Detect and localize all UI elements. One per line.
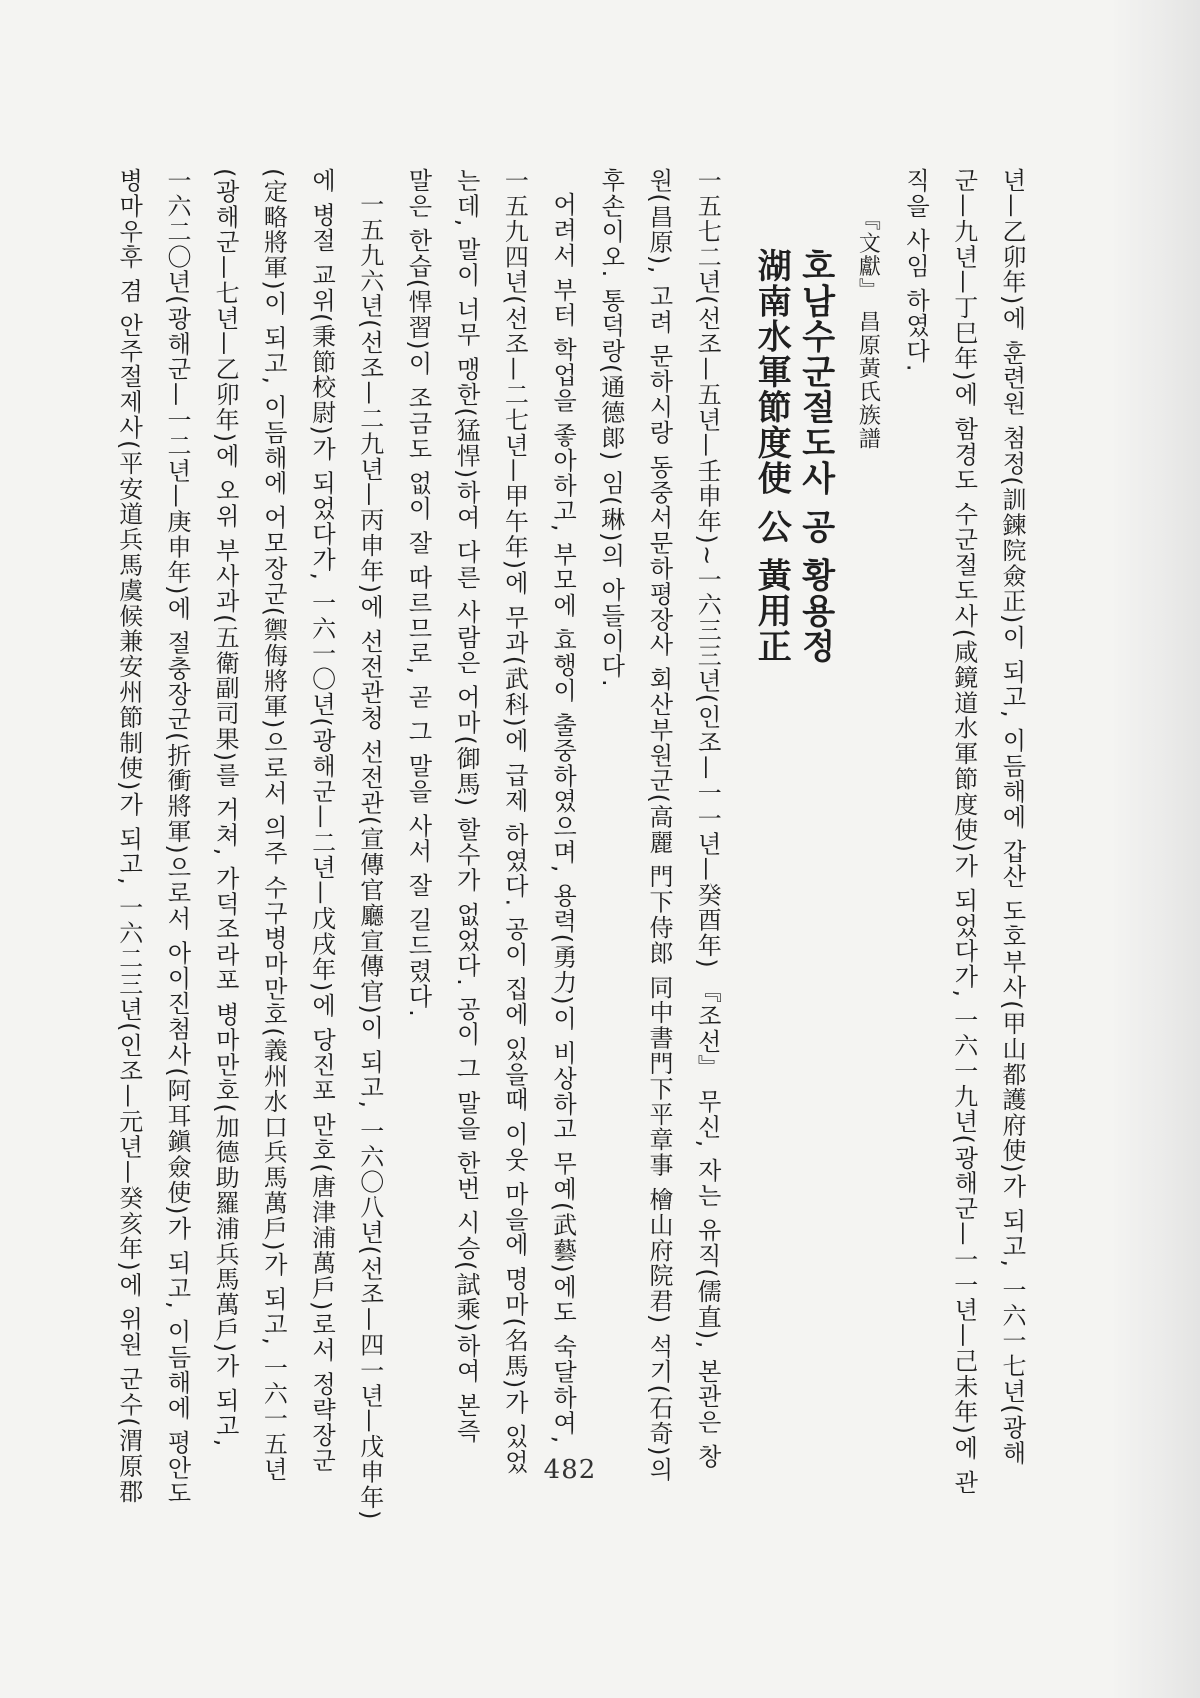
source-citation: 『文獻』 昌原黃氏族譜 <box>855 208 881 451</box>
text-line: 직을 사임 하였다. <box>901 168 930 373</box>
text-line: 一五七二년(선조—五년—壬申年)~一六三三년(인조—一一년—癸酉年) 『조선』 무신, 자는 유직(儒直), 본관은 창 <box>693 168 722 1470</box>
text-line: 는데, 말이 너무 맹한(猛悍)하여 다른 사람은 어마(御馬) 할수가 없었다. 공이 그 말을 한번 시승(試乘)하여 본즉 <box>452 168 481 1444</box>
text-line: 병마우후 겸 안주절제사(平安道兵馬虞候兼安州節制使)가 되고, 一六二三년(인조—元년—癸亥年)에 위원 군수(渭原郡 <box>114 168 143 1505</box>
text-line: 一五九六년(선조—二九년—丙申年)에 선전관청 선전관(宣傳官廳宣傳官)이 되고, 一六〇八년(선조—四一년—戊申年) <box>355 192 384 1521</box>
text-line: 一六二〇년(광해군—一二년—庚申年)에 절충장군(折衝將軍)으로서 아이진첨사(阿耳鎭僉使)가 되고, 이듬해에 평안도 <box>162 168 191 1506</box>
text-line: 년—乙卯年)에 훈련원 첨정(訓鍊院僉正)이 되고, 이듬해에 갑산 도호부사(甲山都護府使)가 되고, 一六一七년(광해 <box>998 168 1026 1466</box>
title-hanja: 湖南水軍節度使 公 黃用正 <box>751 248 792 664</box>
text-line: 어려서 부터 학업을 좋아하고, 부모에 효행이 출중하였으며, 용력(勇力)이 비상하고 무예(武藝)에도 숙달하여, <box>548 192 577 1445</box>
page-number: 482 <box>543 1455 597 1485</box>
text-line: (광해군—七년—乙卯年)에 오위 부사과(五衛副司果)를 거쳐, 가덕조라포 병마만호(加德助羅浦兵馬萬戶)가 되고, <box>211 168 240 1448</box>
text-line: 원(昌原), 고려 문하시랑 동중서문하평장사 회산부원군(高麗 門下侍郎 同中書門下平章事 檜山府院君) 석기(石奇)의 <box>644 168 673 1483</box>
title-korean: 호남수군절도사 공 황용정 <box>795 248 836 664</box>
text-line: 후손이오. 통덕랑(通德郞) 임(琳)의 아들이다. <box>596 168 625 688</box>
text-line: 一五九四년(선조—二七년—甲午年)에 무과(武科)에 급제 하였다. 공이 집에 있을때 이웃 마을에 명마(名馬)가 있었 <box>500 168 529 1475</box>
text-line: 에 병절 교위(秉節校尉)가 되었다가, 一六一〇년(광해군—二년—戊戌年)에 당진포 만호(唐津浦萬戶)로서 정략장군 <box>307 168 336 1474</box>
section-title <box>749 168 837 1400</box>
text-line: 말은 한습(悍習)이 조금도 없이 잘 따르므로, 곧 그 말을 사서 잘 길드렸다. <box>403 168 432 1019</box>
scan-page-edge <box>1110 0 1200 1698</box>
text-line: (定略將軍)이 되고, 이듬해에 어모장군(禦侮將軍)으로서 의주 수구병마만호(義州水口兵馬萬戶)가 되고, 一六一五년 <box>259 168 288 1483</box>
text-line: 군—九년—丁巳年)에 함경도 수군절도사(咸鏡道水軍節度使)가 되었다가, 一六一九년(광해군—一一년—己未年)에 관 <box>949 168 978 1496</box>
